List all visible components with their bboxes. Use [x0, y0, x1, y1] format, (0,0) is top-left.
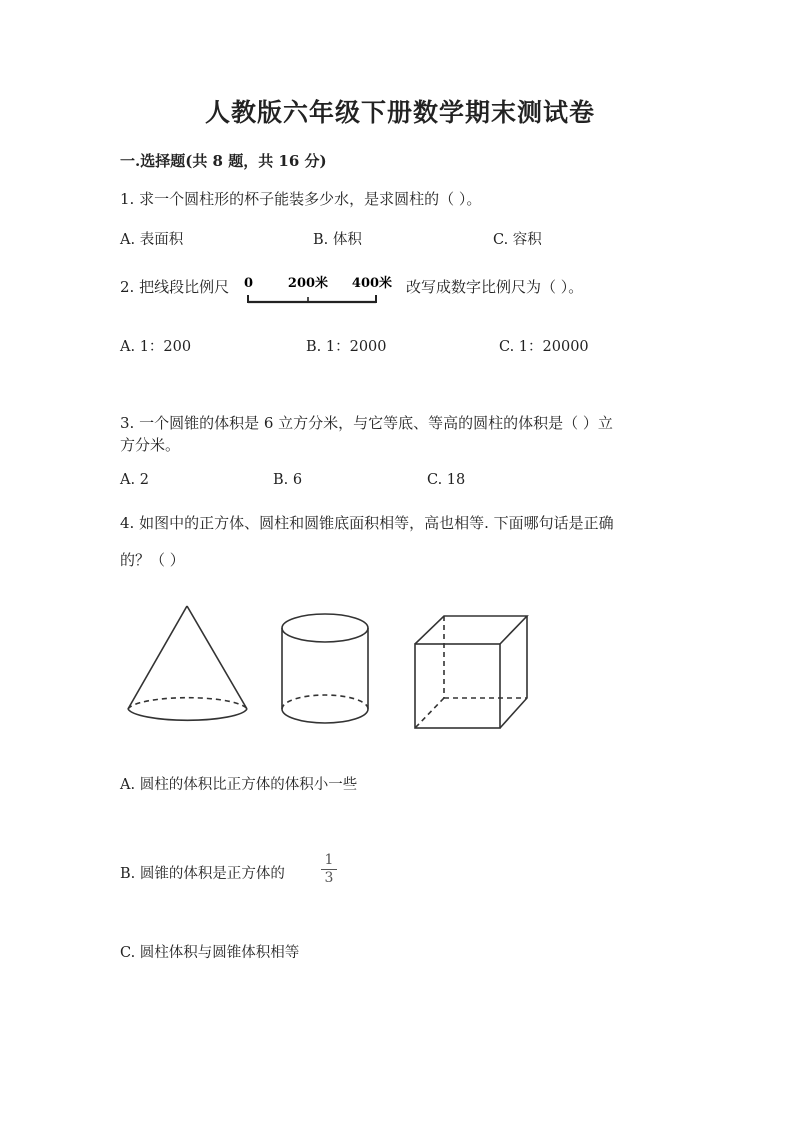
cone-figure — [128, 606, 247, 720]
fraction-numerator: 1 — [324, 852, 334, 868]
scale-label-0: 0 — [244, 276, 254, 291]
question-3-option-c: C. 18 — [427, 472, 466, 488]
fraction-denominator: 3 — [324, 870, 334, 886]
question-2-text-before: 2. 把线段比例尺 — [120, 278, 230, 296]
question-2-option-b: B. 1：2000 — [306, 339, 387, 355]
cylinder-figure — [282, 614, 368, 723]
question-3-option-a: A. 2 — [120, 472, 149, 488]
question-3-line-1: 3. 一个圆锥的体积是 6 立方分米，与它等底、等高的圆柱的体积是（ ）立 — [120, 414, 613, 432]
scale-bar-diagram — [238, 272, 398, 312]
question-4-option-a: A. 圆柱的体积比正方体的体积小一些 — [120, 777, 358, 793]
question-1-text: 1. 求一个圆柱形的杯子能装多少水，是求圆柱的（ ）。 — [120, 190, 482, 208]
scale-label-200: 200米 — [287, 276, 329, 291]
question-4-line-2: 的？（ ） — [120, 551, 185, 569]
question-2-option-c: C. 1：20000 — [499, 339, 589, 355]
solids-figure — [120, 598, 540, 738]
question-2-text-after: 改写成数字比例尺为（ ）。 — [406, 278, 584, 296]
cube-figure — [415, 616, 527, 728]
question-4-option-c: C. 圆柱体积与圆锥体积相等 — [120, 945, 300, 961]
section-heading: 一.选择题(共 8 题，共 16 分) — [120, 152, 327, 170]
question-2-option-a: A. 1：200 — [120, 339, 192, 355]
question-4-line-1: 4. 如图中的正方体、圆柱和圆锥底面积相等，高也相等. 下面哪句话是正确 — [120, 514, 614, 532]
question-3-option-b: B. 6 — [273, 472, 303, 488]
fraction-one-third — [321, 853, 337, 886]
question-4-option-b: B. 圆锥的体积是正方体的 — [120, 866, 285, 882]
question-1-option-b: B. 体积 — [313, 232, 362, 248]
question-1-option-a: A. 表面积 — [120, 232, 184, 248]
question-3-line-2: 方分米。 — [120, 436, 181, 454]
question-1-option-c: C. 容积 — [493, 232, 542, 248]
page-title: 人教版六年级下册数学期末测试卷 — [204, 98, 595, 127]
scale-label-400: 400米 — [351, 276, 393, 291]
